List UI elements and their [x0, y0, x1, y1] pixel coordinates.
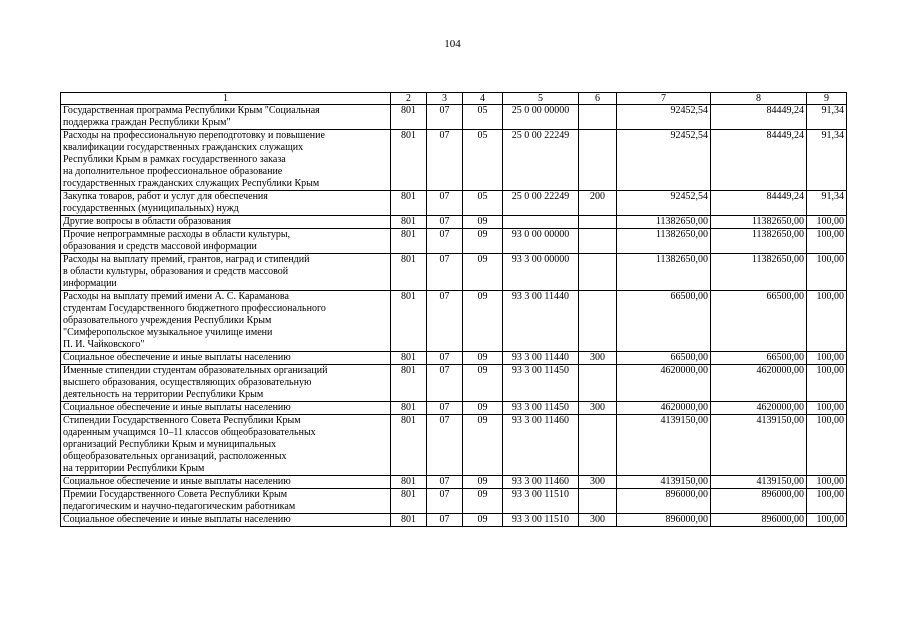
table-row — [61, 254, 847, 291]
cell-ministry: 801 — [391, 352, 427, 365]
cell-planned: 4139150,00 — [617, 476, 711, 489]
cell-percent: 100,00 — [807, 352, 847, 365]
cell-percent: 100,00 — [807, 216, 847, 229]
cell-planned: 4620000,00 — [617, 402, 711, 415]
cell-percent: 100,00 — [807, 402, 847, 415]
cell-expense-type — [579, 105, 617, 130]
cell-planned: 4620000,00 — [617, 365, 711, 402]
cell-actual: 4139150,00 — [711, 476, 807, 489]
cell-ministry: 801 — [391, 402, 427, 415]
col-header: 8 — [711, 93, 807, 105]
cell-ministry: 801 — [391, 254, 427, 291]
cell-section: 07 — [427, 415, 463, 476]
cell-target-article: 93 3 00 11460 — [503, 476, 579, 489]
cell-percent: 100,00 — [807, 365, 847, 402]
row-name — [61, 291, 391, 352]
table-row — [61, 352, 847, 365]
cell-planned: 11382650,00 — [617, 216, 711, 229]
col-header: 6 — [579, 93, 617, 105]
cell-ministry: 801 — [391, 191, 427, 216]
table-row — [61, 291, 847, 352]
table-row — [61, 365, 847, 402]
cell-expense-type — [579, 130, 617, 191]
row-name — [61, 415, 391, 476]
cell-expense-type — [579, 254, 617, 291]
cell-target-article: 93 3 00 11510 — [503, 489, 579, 514]
table-row — [61, 476, 847, 489]
cell-percent: 100,00 — [807, 291, 847, 352]
row-name-text: Прочие непрограммные расходы в области культуры, образования и средств массовой информации — [63, 229, 291, 252]
cell-expense-type — [579, 365, 617, 402]
cell-target-article — [503, 216, 579, 229]
cell-target-article: 93 3 00 11440 — [503, 291, 579, 352]
cell-actual: 4620000,00 — [711, 402, 807, 415]
row-name-text: Социальное обеспечение и иные выплаты населению — [63, 352, 291, 363]
row-name-text: Социальное обеспечение и иные выплаты населению — [63, 514, 291, 525]
cell-actual: 896000,00 — [711, 514, 807, 527]
cell-planned: 92452,54 — [617, 191, 711, 216]
cell-actual: 66500,00 — [711, 291, 807, 352]
cell-target-article: 93 0 00 00000 — [503, 229, 579, 254]
row-name — [61, 476, 391, 489]
cell-target-article: 25 0 00 22249 — [503, 130, 579, 191]
table-row — [61, 191, 847, 216]
cell-actual: 84449,24 — [711, 130, 807, 191]
cell-target-article: 93 3 00 00000 — [503, 254, 579, 291]
cell-section: 07 — [427, 130, 463, 191]
cell-planned: 66500,00 — [617, 291, 711, 352]
table-row — [61, 216, 847, 229]
row-name-text: Государственная программа Республики Крым "Социальная поддержка граждан Республики Крым" — [63, 105, 320, 128]
cell-percent: 100,00 — [807, 229, 847, 254]
cell-section: 07 — [427, 191, 463, 216]
cell-expense-type — [579, 291, 617, 352]
cell-expense-type — [579, 489, 617, 514]
cell-ministry: 801 — [391, 415, 427, 476]
cell-subsection: 09 — [463, 291, 503, 352]
cell-ministry: 801 — [391, 514, 427, 527]
cell-section: 07 — [427, 402, 463, 415]
cell-planned: 896000,00 — [617, 489, 711, 514]
cell-ministry: 801 — [391, 365, 427, 402]
cell-actual: 4139150,00 — [711, 415, 807, 476]
row-name-text: Расходы на профессиональную переподготовку и повышение квалификации государственных гражданских служащих Республики Крым в рамках государственного заказа на дополнительное профессиональное образование государственных гражданских служащих Республики Крым — [63, 130, 325, 189]
cell-expense-type: 300 — [579, 476, 617, 489]
row-name — [61, 216, 391, 229]
cell-percent: 100,00 — [807, 415, 847, 476]
cell-expense-type: 300 — [579, 402, 617, 415]
cell-subsection: 09 — [463, 402, 503, 415]
row-name — [61, 191, 391, 216]
cell-percent: 91,34 — [807, 191, 847, 216]
col-header: 4 — [463, 93, 503, 105]
cell-ministry: 801 — [391, 105, 427, 130]
row-name — [61, 365, 391, 402]
cell-subsection: 09 — [463, 229, 503, 254]
table-row — [61, 229, 847, 254]
cell-planned: 11382650,00 — [617, 229, 711, 254]
cell-expense-type: 300 — [579, 352, 617, 365]
cell-subsection: 05 — [463, 191, 503, 216]
cell-percent: 100,00 — [807, 489, 847, 514]
row-name — [61, 489, 391, 514]
row-name-text: Расходы на выплату премий имени А. С. Караманова студентам Государственного бюджетного профессионального образовательного учреждения Республики Крым "Симферопольское музыкальное училище имени П. И. Чайковского" — [63, 291, 326, 350]
row-name — [61, 130, 391, 191]
row-name-text: Другие вопросы в области образования — [63, 216, 231, 227]
cell-actual: 896000,00 — [711, 489, 807, 514]
cell-actual: 66500,00 — [711, 352, 807, 365]
cell-actual: 11382650,00 — [711, 254, 807, 291]
cell-expense-type — [579, 229, 617, 254]
cell-ministry: 801 — [391, 130, 427, 191]
row-name — [61, 352, 391, 365]
cell-target-article: 25 0 00 22249 — [503, 191, 579, 216]
table-row — [61, 105, 847, 130]
table-row — [61, 514, 847, 527]
cell-subsection: 09 — [463, 514, 503, 527]
cell-target-article: 25 0 00 00000 — [503, 105, 579, 130]
cell-actual: 84449,24 — [711, 191, 807, 216]
cell-target-article: 93 3 00 11450 — [503, 402, 579, 415]
row-name-text: Расходы на выплату премий, грантов, наград и стипендий в области культуры, образования и средств массовой информации — [63, 254, 310, 289]
cell-subsection: 09 — [463, 415, 503, 476]
cell-planned: 92452,54 — [617, 105, 711, 130]
cell-section: 07 — [427, 229, 463, 254]
cell-subsection: 09 — [463, 365, 503, 402]
cell-section: 07 — [427, 514, 463, 527]
cell-ministry: 801 — [391, 229, 427, 254]
row-name-text: Социальное обеспечение и иные выплаты населению — [63, 476, 291, 487]
table-row — [61, 415, 847, 476]
cell-expense-type: 300 — [579, 514, 617, 527]
row-name — [61, 105, 391, 130]
cell-subsection: 09 — [463, 216, 503, 229]
cell-section: 07 — [427, 352, 463, 365]
cell-planned: 4139150,00 — [617, 415, 711, 476]
cell-subsection: 09 — [463, 352, 503, 365]
cell-subsection: 09 — [463, 476, 503, 489]
row-name-text: Именные стипендии студентам образовательных организаций высшего образования, осуществляющих образовательную деятельность на территории Республики Крым — [63, 365, 328, 400]
page-number: 104 — [444, 38, 461, 50]
row-name — [61, 229, 391, 254]
cell-target-article: 93 3 00 11460 — [503, 415, 579, 476]
cell-planned: 66500,00 — [617, 352, 711, 365]
row-name-text: Стипендии Государственного Совета Республики Крым одаренным учащимся 10–11 классов общеобразовательных организаций Республики Крым и муниципальных общеобразовательных организаций, расположенных на территории Республики Крым — [63, 415, 316, 474]
cell-section: 07 — [427, 476, 463, 489]
cell-expense-type — [579, 415, 617, 476]
cell-section: 07 — [427, 105, 463, 130]
col-header: 2 — [391, 93, 427, 105]
cell-actual: 11382650,00 — [711, 229, 807, 254]
cell-planned: 11382650,00 — [617, 254, 711, 291]
budget-table — [60, 92, 847, 527]
col-header: 7 — [617, 93, 711, 105]
cell-expense-type — [579, 216, 617, 229]
cell-ministry: 801 — [391, 291, 427, 352]
cell-percent: 91,34 — [807, 105, 847, 130]
cell-section: 07 — [427, 291, 463, 352]
col-header: 5 — [503, 93, 579, 105]
col-header: 9 — [807, 93, 847, 105]
cell-subsection: 09 — [463, 254, 503, 291]
cell-ministry: 801 — [391, 489, 427, 514]
header-row — [61, 93, 847, 105]
cell-section: 07 — [427, 365, 463, 402]
col-header: 1 — [61, 93, 391, 105]
table-row — [61, 489, 847, 514]
cell-percent: 100,00 — [807, 514, 847, 527]
table-row — [61, 402, 847, 415]
cell-expense-type: 200 — [579, 191, 617, 216]
row-name — [61, 514, 391, 527]
cell-section: 07 — [427, 489, 463, 514]
cell-percent: 91,34 — [807, 130, 847, 191]
cell-planned: 896000,00 — [617, 514, 711, 527]
cell-actual: 11382650,00 — [711, 216, 807, 229]
row-name — [61, 254, 391, 291]
cell-subsection: 09 — [463, 489, 503, 514]
cell-actual: 4620000,00 — [711, 365, 807, 402]
cell-target-article: 93 3 00 11440 — [503, 352, 579, 365]
row-name-text: Премии Государственного Совета Республики Крым педагогическим и научно-педагогическим работникам — [63, 489, 296, 512]
row-name-text: Социальное обеспечение и иные выплаты населению — [63, 402, 291, 413]
cell-planned: 92452,54 — [617, 130, 711, 191]
cell-target-article: 93 3 00 11450 — [503, 365, 579, 402]
row-name — [61, 402, 391, 415]
cell-target-article: 93 3 00 11510 — [503, 514, 579, 527]
row-name-text: Закупка товаров, работ и услуг для обеспечения государственных (муниципальных) нужд — [63, 191, 268, 214]
cell-section: 07 — [427, 254, 463, 291]
cell-subsection: 05 — [463, 130, 503, 191]
cell-percent: 100,00 — [807, 254, 847, 291]
table-row — [61, 130, 847, 191]
cell-ministry: 801 — [391, 476, 427, 489]
col-header: 3 — [427, 93, 463, 105]
cell-section: 07 — [427, 216, 463, 229]
cell-subsection: 05 — [463, 105, 503, 130]
cell-percent: 100,00 — [807, 476, 847, 489]
cell-actual: 84449,24 — [711, 105, 807, 130]
cell-ministry: 801 — [391, 216, 427, 229]
